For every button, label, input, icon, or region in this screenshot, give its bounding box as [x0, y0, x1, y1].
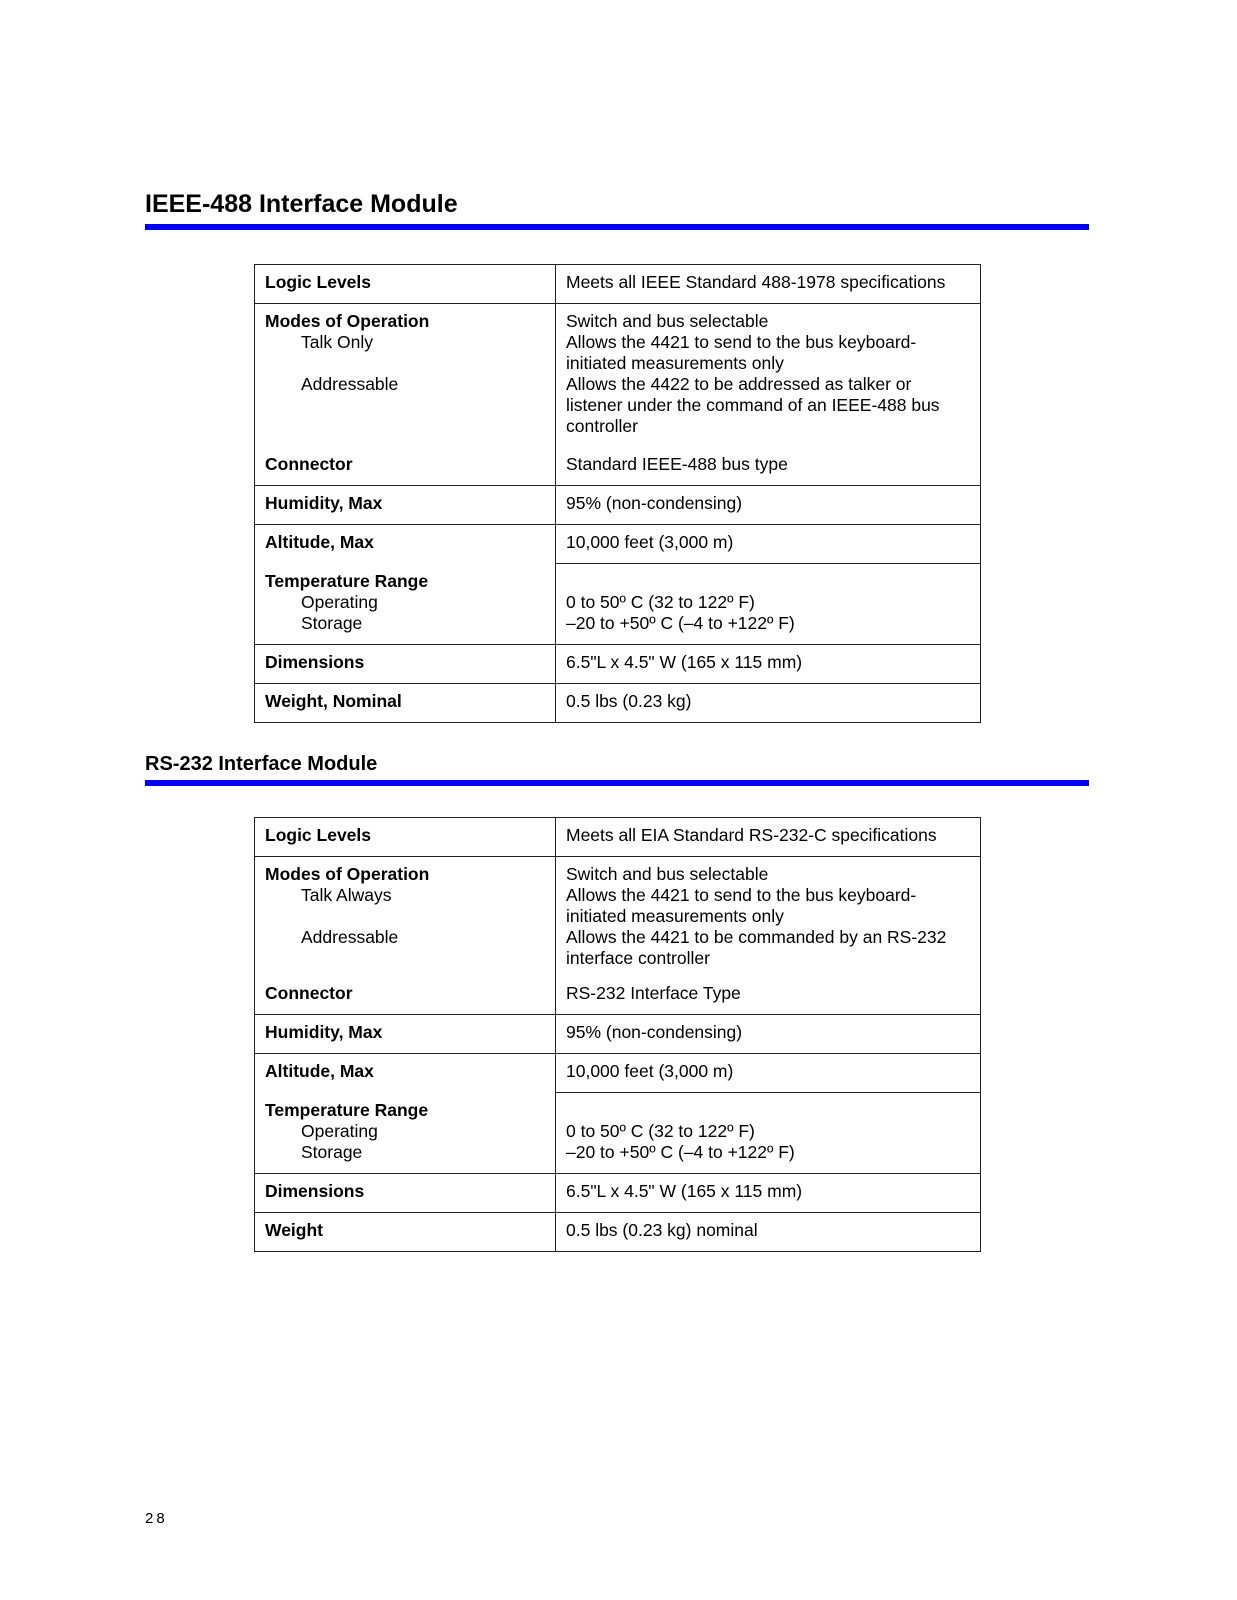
- modes-label: Modes of Operation: [265, 311, 430, 331]
- weight-value: 0.5 lbs (0.23 kg) nominal: [566, 1220, 758, 1240]
- mode-addressable-value-1: Allows the 4422 to be addressed as talker or: [566, 374, 912, 394]
- temp-storage-value: –20 to +50º C (–4 to +122º F): [566, 1142, 795, 1162]
- mode-addressable-value-1: Allows the 4421 to be commanded by an RS-232: [566, 927, 947, 947]
- temp-operating-label: Operating: [301, 591, 378, 612]
- connector-label: Connector: [265, 983, 353, 1003]
- row-value-cell: [556, 684, 981, 723]
- row-label-cell: [255, 857, 556, 1015]
- row-value-cell: [556, 1174, 981, 1213]
- mode-addressable-label: Addressable: [301, 374, 399, 394]
- spec-table-ieee488: [254, 264, 981, 723]
- table-row: [255, 1015, 981, 1054]
- table-row: [255, 1174, 981, 1213]
- temperature-label: Temperature Range: [265, 1099, 429, 1120]
- modes-label: Modes of Operation: [265, 864, 430, 884]
- row-label-cell: [255, 1174, 556, 1213]
- row-label-cell: [255, 525, 556, 564]
- row-label-cell: [255, 684, 556, 723]
- row-label-cell: [255, 1054, 556, 1093]
- altitude-value: 10,000 feet (3,000 m): [566, 1061, 734, 1081]
- row-label-cell: [255, 1213, 556, 1252]
- mode-addressable-label: Addressable: [301, 927, 399, 947]
- row-label-cell: [255, 645, 556, 684]
- row-label-cell: [255, 265, 556, 304]
- weight-label: Weight: [265, 1220, 324, 1240]
- mode-talk-always-value-2: initiated measurements only: [566, 906, 784, 926]
- altitude-label: Altitude, Max: [265, 532, 374, 552]
- row-value-cell: [556, 1054, 981, 1093]
- row-label-cell: [255, 1093, 556, 1174]
- logic-levels-label: Logic Levels: [265, 825, 372, 845]
- weight-label: Weight, Nominal: [265, 691, 402, 711]
- row-value-cell: [556, 1213, 981, 1252]
- section-title-rs232: RS-232 Interface Module: [145, 753, 378, 775]
- mode-talk-only-value-2: initiated measurements only: [566, 353, 784, 373]
- temp-operating-value: 0 to 50º C (32 to 122º F): [566, 592, 755, 612]
- dimensions-label: Dimensions: [265, 1181, 365, 1201]
- connector-value: RS-232 Interface Type: [566, 983, 741, 1003]
- row-label-cell: [255, 304, 556, 486]
- row-value-cell: [556, 818, 981, 857]
- table-row: [255, 304, 981, 486]
- row-value-cell: [556, 857, 981, 1015]
- row-value-cell: [556, 564, 981, 645]
- row-value-cell: [556, 265, 981, 304]
- row-value-cell: [556, 304, 981, 486]
- logic-levels-value: Meets all EIA Standard RS-232-C specifications: [566, 825, 937, 845]
- table-row: [255, 645, 981, 684]
- table-row: [255, 1093, 981, 1174]
- table-row: [255, 1054, 981, 1093]
- table-row: [255, 818, 981, 857]
- altitude-value: 10,000 feet (3,000 m): [566, 532, 734, 552]
- row-label-cell: [255, 486, 556, 525]
- temp-storage-label: Storage: [301, 612, 363, 633]
- temp-storage-label: Storage: [301, 1141, 363, 1162]
- modes-value: Switch and bus selectable: [566, 311, 769, 331]
- section-title-ieee488: IEEE-488 Interface Module: [145, 190, 458, 218]
- row-label-cell: [255, 1015, 556, 1054]
- modes-value: Switch and bus selectable: [566, 864, 769, 884]
- temp-operating-label: Operating: [301, 1120, 378, 1141]
- mode-talk-only-value-1: Allows the 4421 to send to the bus keyboard-: [566, 332, 917, 352]
- row-value-cell: [556, 486, 981, 525]
- humidity-value: 95% (non-condensing): [566, 493, 743, 513]
- section-rule: [145, 780, 1089, 786]
- dimensions-value: 6.5"L x 4.5" W (165 x 115 mm): [566, 652, 803, 672]
- mode-talk-always-label: Talk Always: [301, 885, 392, 905]
- weight-value: 0.5 lbs (0.23 kg): [566, 691, 692, 711]
- page-number: 28: [145, 1510, 168, 1527]
- logic-levels-value: Meets all IEEE Standard 488-1978 specifications: [566, 272, 946, 292]
- table-row: [255, 564, 981, 645]
- temperature-label: Temperature Range: [265, 570, 429, 591]
- table-row: [255, 525, 981, 564]
- altitude-label: Altitude, Max: [265, 1061, 374, 1081]
- mode-talk-always-value-1: Allows the 4421 to send to the bus keyboard-: [566, 885, 917, 905]
- row-value-cell: [556, 645, 981, 684]
- mode-addressable-value-2: listener under the command of an IEEE-488 bus: [566, 395, 940, 415]
- table-row: [255, 684, 981, 723]
- table-row: [255, 486, 981, 525]
- connector-value: Standard IEEE-488 bus type: [566, 454, 788, 474]
- row-value-cell: [556, 525, 981, 564]
- humidity-value: 95% (non-condensing): [566, 1022, 743, 1042]
- table-row: [255, 857, 981, 1015]
- logic-levels-label: Logic Levels: [265, 272, 372, 292]
- mode-talk-only-label: Talk Only: [301, 332, 373, 352]
- spec-table-rs232: [254, 817, 981, 1252]
- temp-operating-value: 0 to 50º C (32 to 122º F): [566, 1121, 755, 1141]
- mode-addressable-value-2: interface controller: [566, 948, 710, 968]
- humidity-label: Humidity, Max: [265, 493, 383, 513]
- mode-addressable-value-3: controller: [566, 416, 638, 436]
- dimensions-label: Dimensions: [265, 652, 365, 672]
- humidity-label: Humidity, Max: [265, 1022, 383, 1042]
- row-value-cell: [556, 1093, 981, 1174]
- row-value-cell: [556, 1015, 981, 1054]
- table-row: [255, 1213, 981, 1252]
- row-label-cell: [255, 564, 556, 645]
- temp-storage-value: –20 to +50º C (–4 to +122º F): [566, 613, 795, 633]
- connector-label: Connector: [265, 454, 353, 474]
- dimensions-value: 6.5"L x 4.5" W (165 x 115 mm): [566, 1181, 803, 1201]
- table-row: [255, 265, 981, 304]
- section-rule: [145, 224, 1089, 230]
- row-label-cell: [255, 818, 556, 857]
